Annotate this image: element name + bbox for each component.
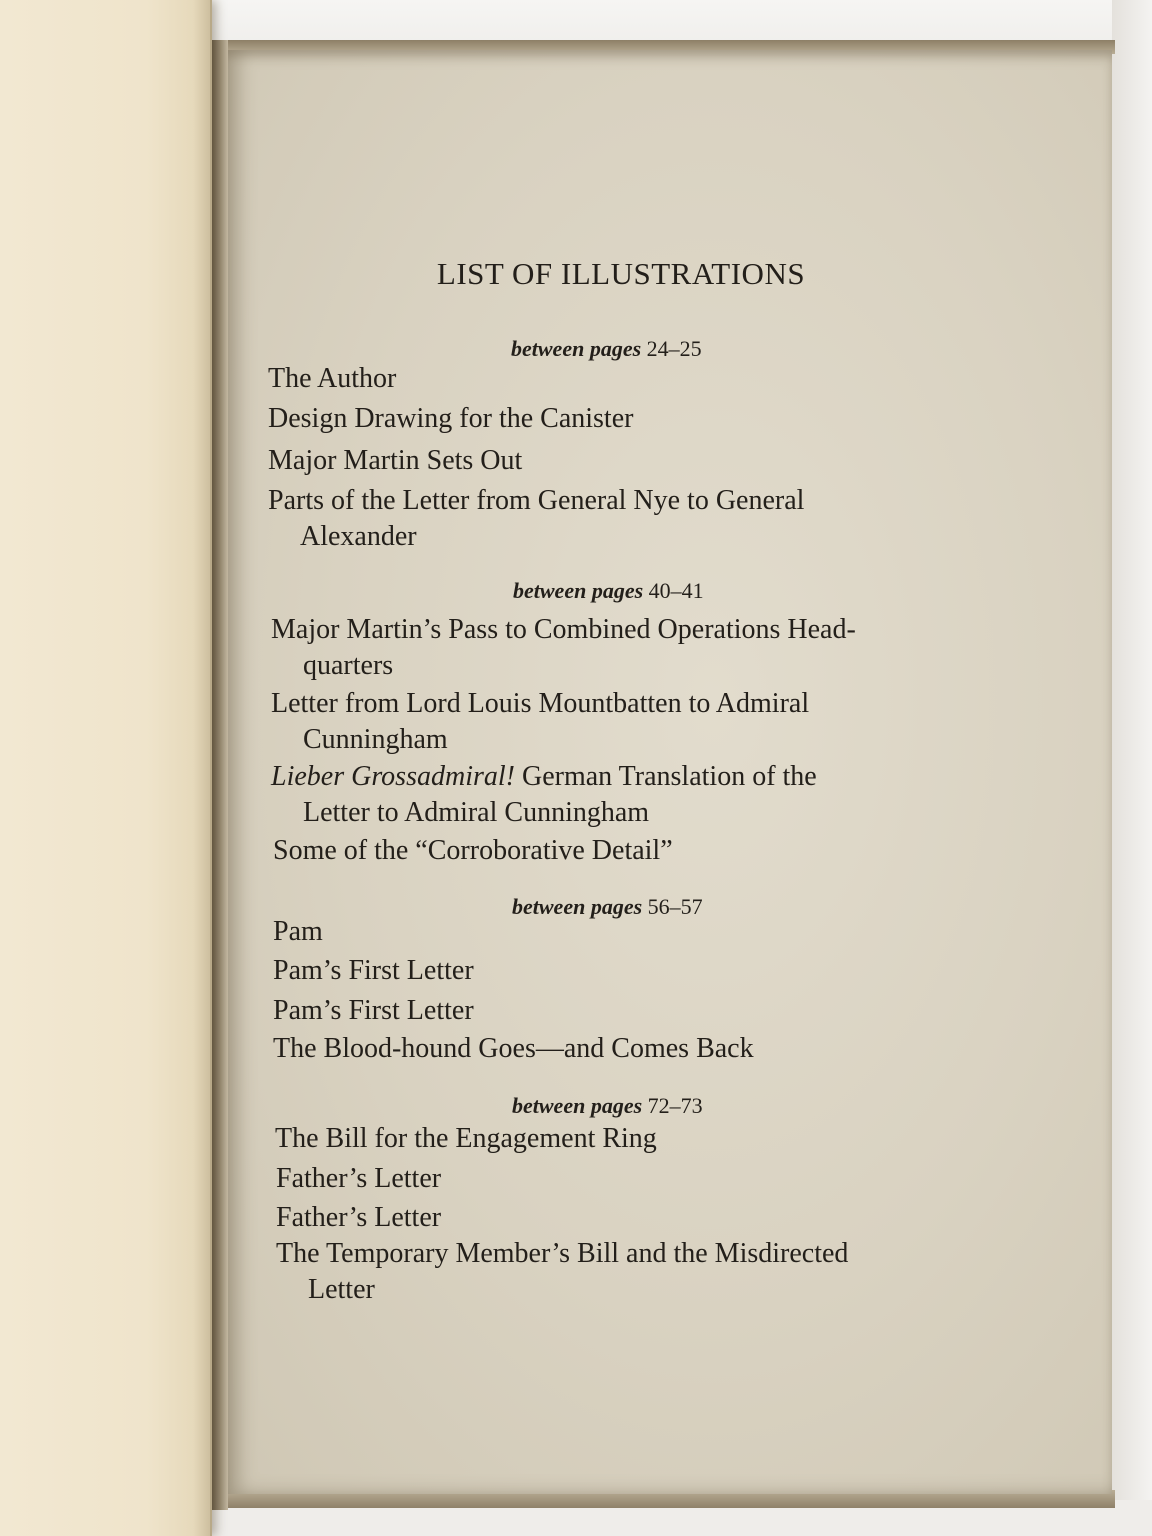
list-item-continuation: Letter <box>308 1274 375 1305</box>
section-label-4 <box>512 1093 703 1119</box>
section-label-1 <box>511 336 702 362</box>
section-label-prefix: between pages <box>512 894 643 919</box>
list-item-continuation: Alexander <box>300 521 417 552</box>
section-label-3 <box>512 894 703 920</box>
list-item: Major Martin Sets Out <box>268 445 523 476</box>
section-label-range: 56–57 <box>647 894 703 919</box>
list-item: Pam’s First Letter <box>273 995 474 1026</box>
list-item: The Bill for the Engagement Ring <box>275 1123 657 1154</box>
list-item: Some of the “Corroborative Detail” <box>273 835 673 866</box>
list-item: Pam <box>273 916 323 947</box>
background-right <box>1112 0 1152 1536</box>
list-item: Major Martin’s Pass to Combined Operations Head- quarters <box>271 612 856 684</box>
section-label-prefix: between pages <box>511 336 642 361</box>
section-label-prefix: between pages <box>513 578 644 603</box>
list-item: Father’s Letter <box>276 1163 442 1194</box>
list-item-continuation: Letter to Admiral Cunningham <box>303 797 650 828</box>
list-item-continuation: quarters <box>303 650 394 681</box>
list-item-continuation: Cunningham <box>303 724 448 755</box>
section-label-range: 24–25 <box>646 336 702 361</box>
page-heading: LIST OF ILLUSTRATIONS <box>436 256 806 291</box>
list-item: Father’s Letter <box>276 1202 442 1233</box>
list-item: Pam’s First Letter <box>273 955 474 986</box>
list-item <box>268 483 972 555</box>
list-item: The Temporary Member’s Bill and the Misdirected Letter <box>276 1236 848 1308</box>
section-label-prefix: between pages <box>512 1093 643 1118</box>
list-item: The Blood-hound Goes—and Comes Back <box>273 1033 754 1064</box>
list-item: Design Drawing for the Canister <box>268 403 634 434</box>
illustrations-list <box>268 0 988 1536</box>
book-gutter <box>210 40 228 1510</box>
section-label-2 <box>513 578 704 604</box>
section-label-range: 40–41 <box>648 578 704 603</box>
list-item: The Author <box>268 363 397 394</box>
section-label-range: 72–73 <box>647 1093 703 1118</box>
left-page <box>0 0 212 1536</box>
list-item: Lieber Grossadmiral! German Translation of the Letter to Admiral Cunningham <box>271 759 817 831</box>
list-item-text: Parts of the Letter from General Nye to General <box>268 485 805 516</box>
list-item-italic-phrase: Lieber Grossadmiral! <box>271 761 515 792</box>
list-item: Letter from Lord Louis Mountbatten to Admiral Cunningham <box>271 686 809 758</box>
